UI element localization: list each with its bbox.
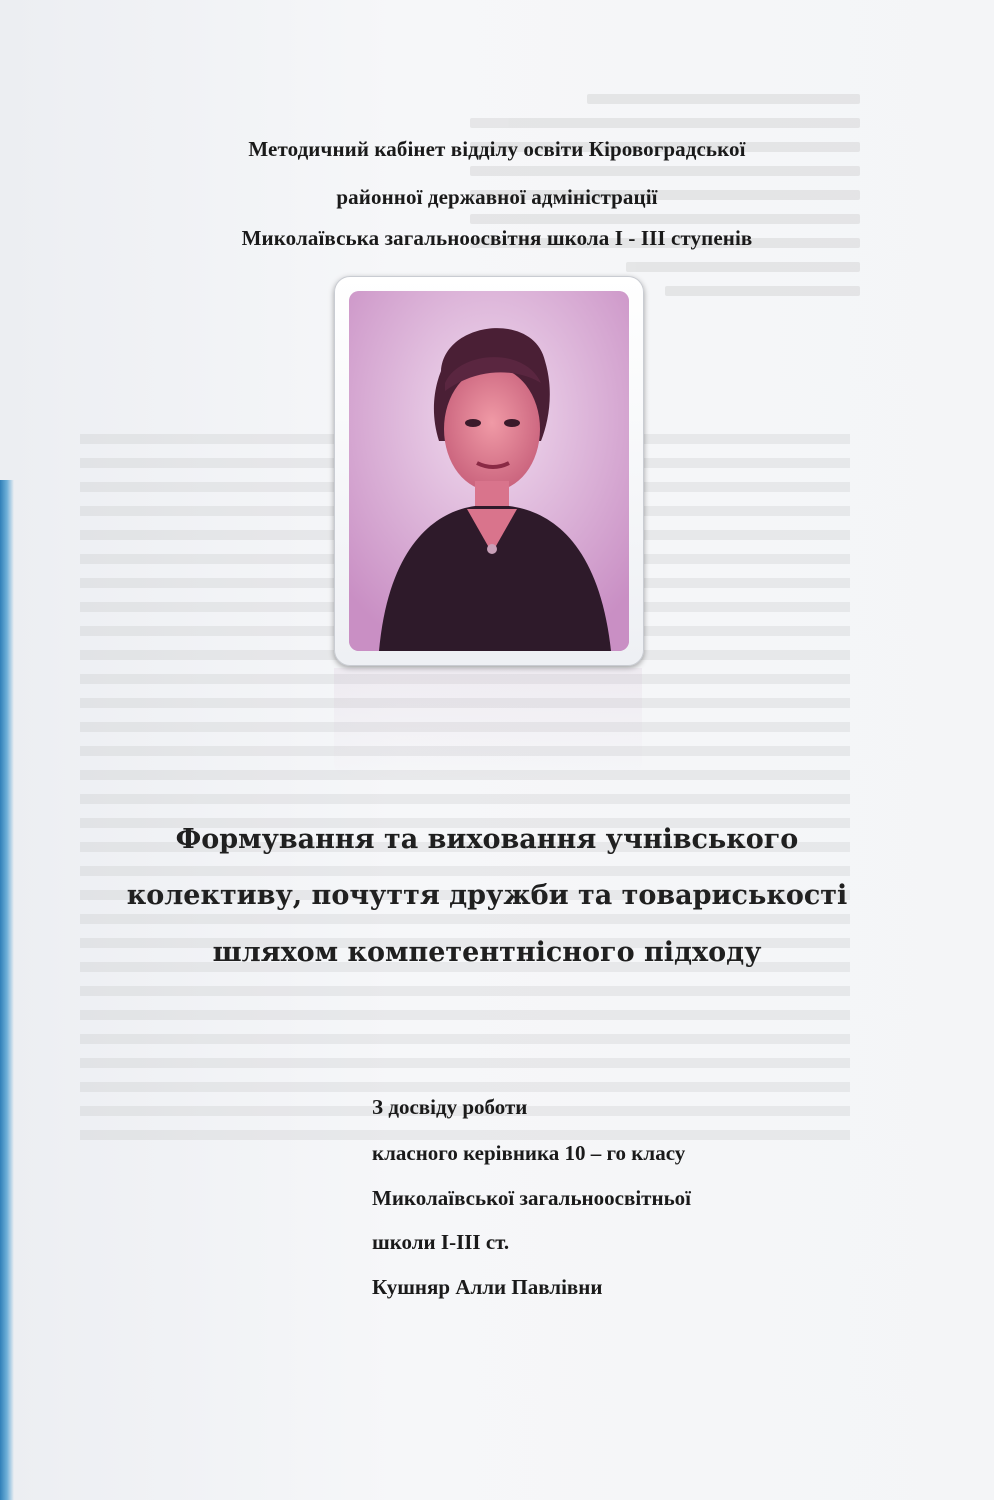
- portrait-frame: [334, 276, 644, 666]
- portrait-photo: [349, 291, 629, 651]
- title-line-3: шляхом компетентнісного підходу: [212, 937, 762, 968]
- portrait-reflection: [334, 668, 642, 778]
- experience-school-level: школи І-ІІІ ст.: [372, 1230, 510, 1254]
- header-administration-line: районної державної адміністрації: [336, 185, 658, 209]
- experience-heading: З досвіду роботи: [372, 1095, 528, 1119]
- experience-role: класного керівника 10 – го класу: [372, 1141, 686, 1165]
- header-institution-line: Методичний кабінет відділу освіти Кіровоградської: [248, 137, 746, 161]
- title-line-1: Формування та виховання учнівського: [175, 824, 799, 855]
- author-name: Кушняр Алли Павлівни: [372, 1275, 603, 1299]
- cover-edge-stripe: [0, 480, 14, 1500]
- title-line-2: колективу, почуття дружби та товариськості: [126, 880, 848, 911]
- header-school-line: Миколаївська загальноосвітня школа І - ІІІ ступенів: [241, 226, 753, 250]
- experience-school: Миколаївської загальноосвітньої: [372, 1186, 692, 1210]
- portrait-illustration: [349, 291, 629, 651]
